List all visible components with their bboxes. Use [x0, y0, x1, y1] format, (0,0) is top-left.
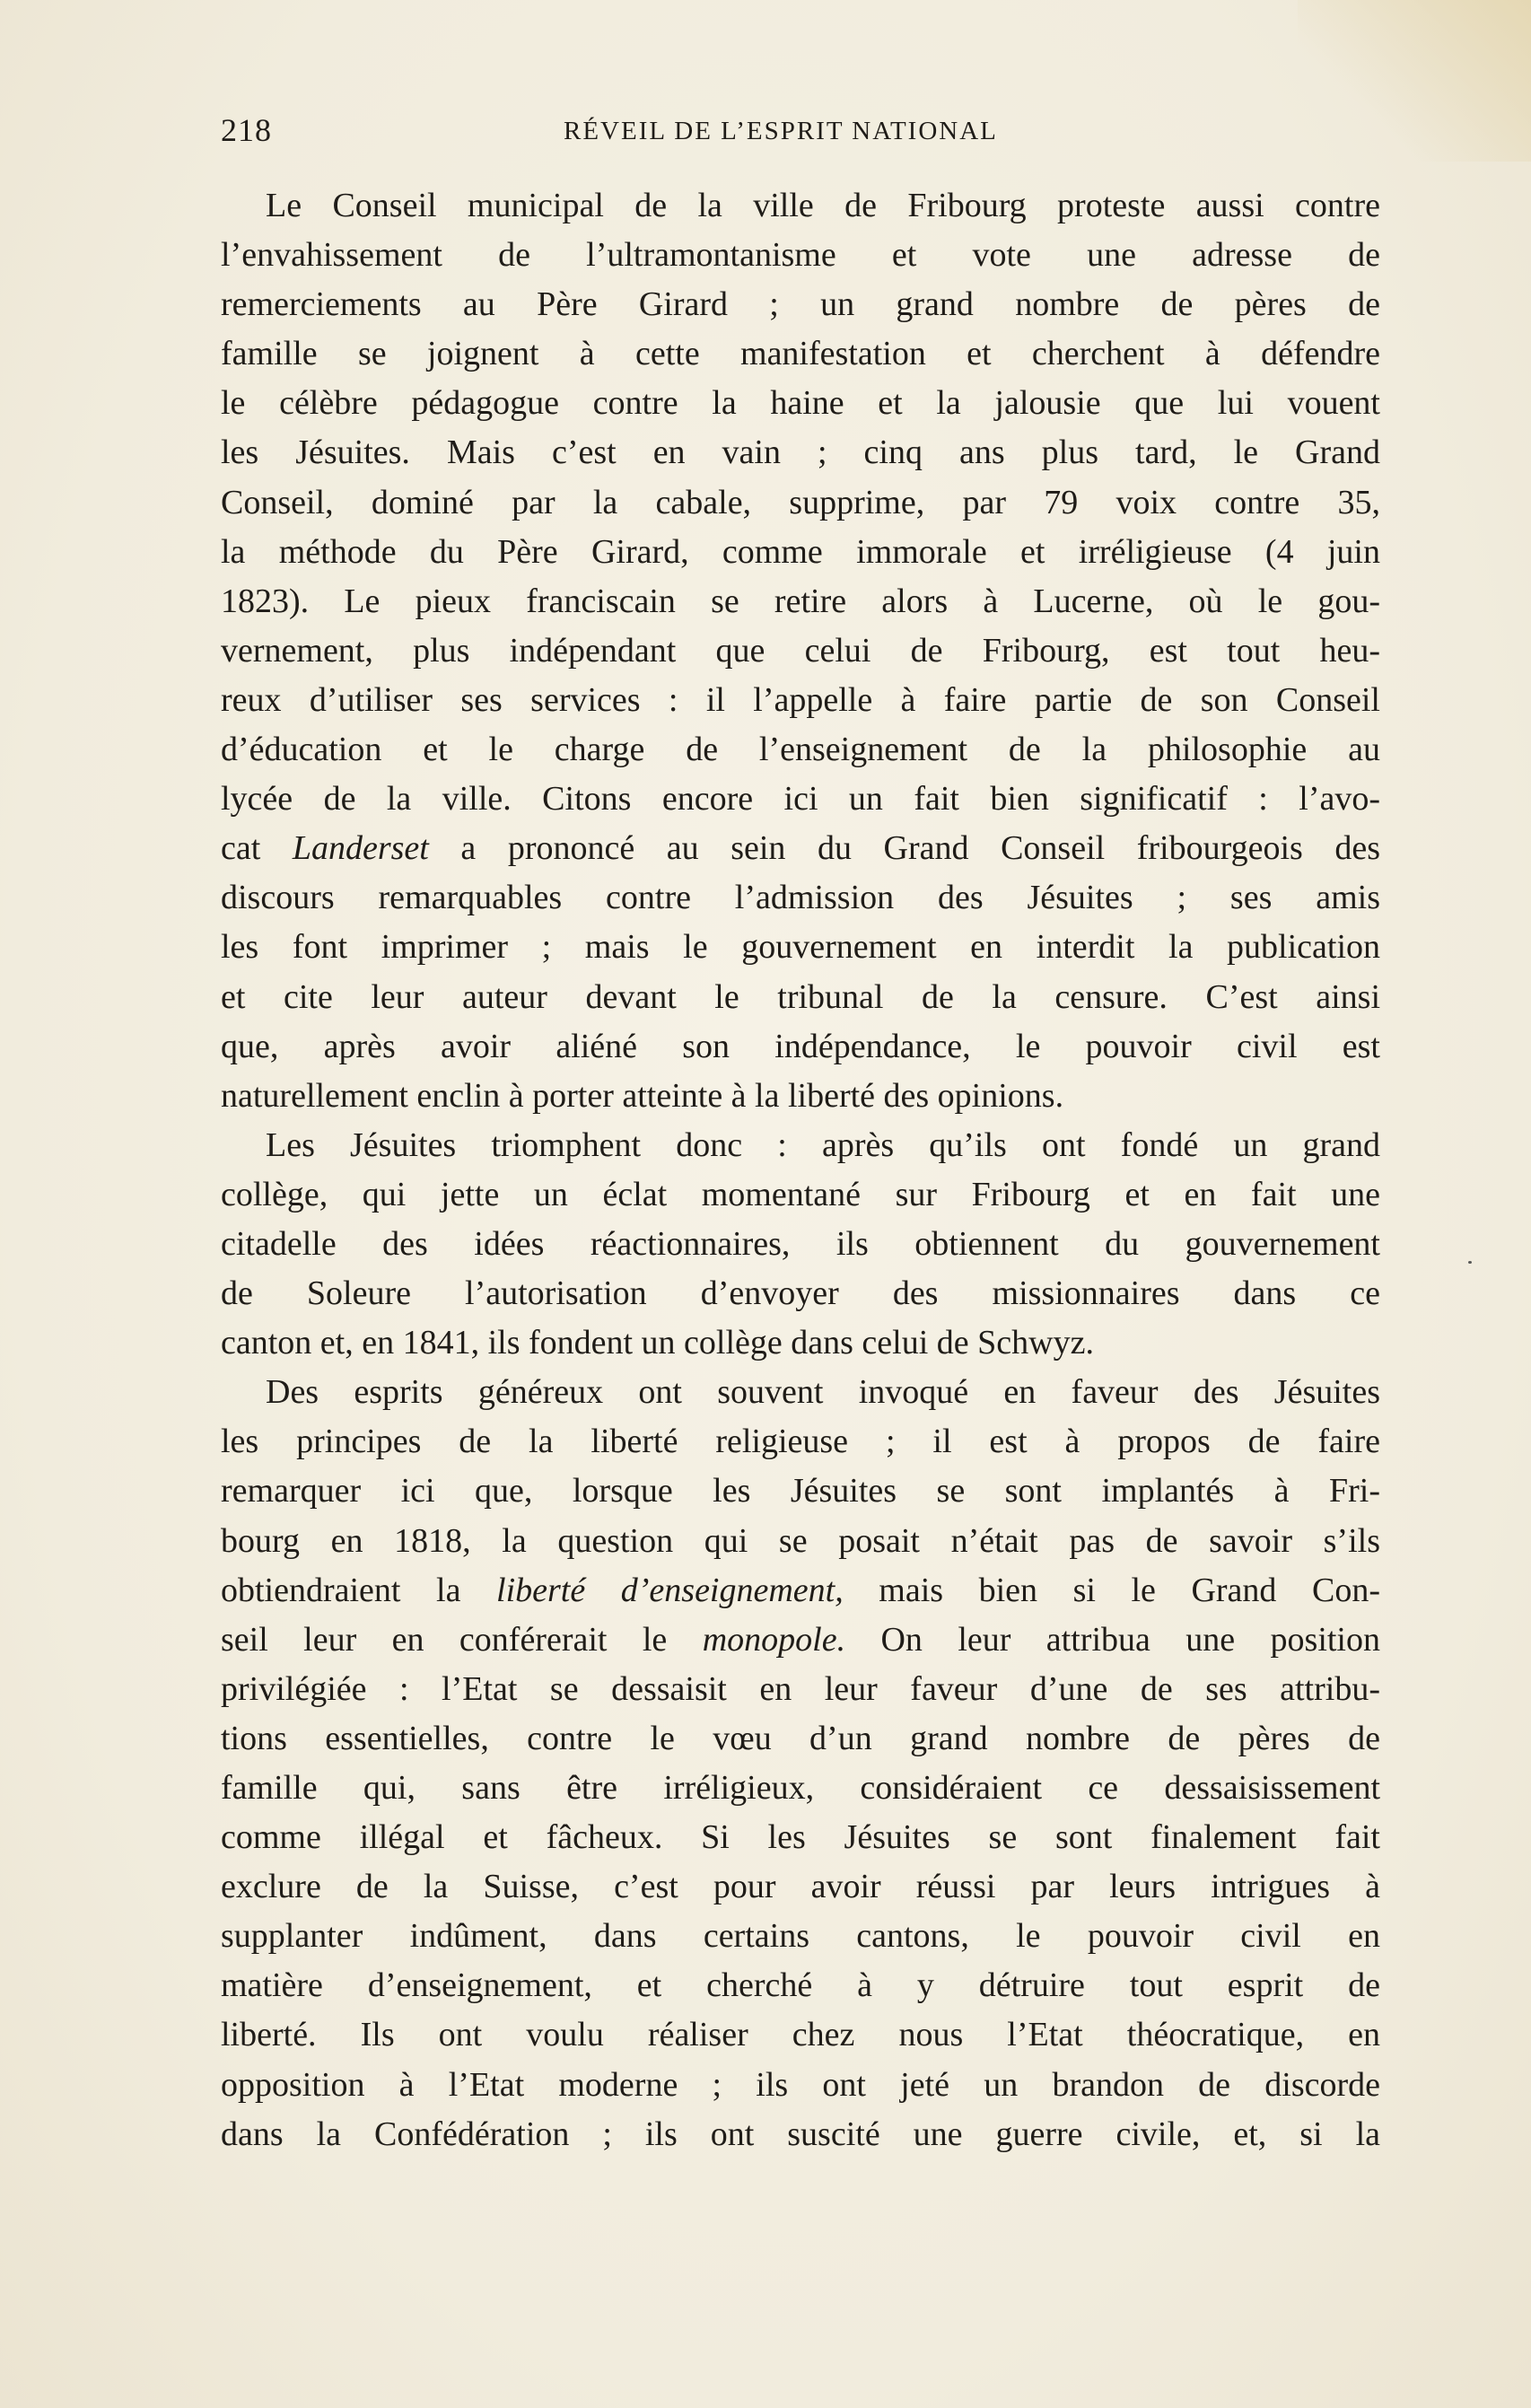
- text-segment: mais bien si le Grand Con-: [843, 1571, 1380, 1609]
- text-line: Des esprits généreux ont souvent invoqué en faveur des Jésuites: [266, 1373, 1380, 1412]
- running-title: RÉVEIL DE L’ESPRIT NATIONAL: [564, 117, 998, 145]
- text-line: reux d’utiliser ses services : il l’appelle à faire partie de son Conseil: [221, 680, 1380, 719]
- text-line: matière d’enseignement, et cherché à y détruire tout esprit de: [221, 1966, 1380, 2005]
- text-line: les Jésuites. Mais c’est en vain ; cinq ans plus tard, le Grand: [221, 433, 1380, 472]
- text-line: remerciements au Père Girard ; un grand nombre de pères de: [221, 285, 1380, 324]
- page-number: 218: [221, 112, 272, 148]
- text-line: le célèbre pédagogue contre la haine et la jalousie que lui vouent: [221, 384, 1380, 423]
- text-line: naturellement enclin à porter atteinte à la liberté des opinions.: [221, 1076, 1064, 1115]
- text-segment: On leur attribua une position: [845, 1620, 1380, 1659]
- page-header: [221, 111, 1387, 156]
- text-line: [221, 824, 1380, 873]
- text-line: que, après avoir aliéné son indépendance, le pouvoir civil est: [221, 1027, 1380, 1065]
- text-line: les font imprimer ; mais le gouvernement en interdit la publication: [221, 928, 1380, 967]
- text-segment: obtiendraient la: [221, 1571, 497, 1609]
- text-segment: a prononcé au sein du Grand Conseil fribourgeois des: [428, 829, 1380, 868]
- text-line: opposition à l’Etat moderne ; ils ont jeté un brandon de discorde: [221, 2065, 1380, 2104]
- text-line: tions essentielles, contre le vœu d’un grand nombre de pères de: [221, 1719, 1380, 1757]
- text-line: dans la Confédération ; ils ont suscité une guerre civile, et, si la: [221, 2115, 1380, 2153]
- text-line: la méthode du Père Girard, comme immorale et irréligieuse (4 juin: [221, 532, 1380, 571]
- text-line: 1823). Le pieux franciscain se retire alors à Lucerne, où le gou-: [221, 582, 1380, 620]
- text-line: Les Jésuites triomphent donc : après qu’ils ont fondé un grand: [266, 1125, 1380, 1164]
- text-line: liberté. Ils ont voulu réaliser chez nous l’Etat théocratique, en: [221, 2016, 1380, 2054]
- text-line: d’éducation et le charge de l’enseignement de la philosophie au: [221, 731, 1380, 769]
- italic-term: Landerset: [292, 829, 429, 868]
- text-line: canton et, en 1841, ils fondent un collège dans celui de Schwyz.: [221, 1324, 1094, 1362]
- text-line: discours remarquables contre l’admission des Jésuites ; ses amis: [221, 879, 1380, 917]
- text-line: Le Conseil municipal de la ville de Fribourg proteste aussi contre: [266, 187, 1380, 224]
- italic-term: liberté d’enseignement,: [496, 1571, 844, 1609]
- text-line: lycée de la ville. Citons encore ici un fait bien significatif : l’avo-: [221, 780, 1380, 819]
- text-segment: seil leur en conférerait le: [221, 1620, 703, 1659]
- body-text: [221, 181, 1380, 2159]
- text-line: et cite leur auteur devant le tribunal de la censure. C’est ainsi: [221, 977, 1380, 1016]
- text-segment: cat: [221, 829, 293, 868]
- text-line: de Soleure l’autorisation d’envoyer des missionnaires dans ce: [221, 1274, 1380, 1313]
- text-line: citadelle des idées réactionnaires, ils obtiennent du gouvernement: [221, 1224, 1380, 1263]
- text-line: vernement, plus indépendant que celui de Fribourg, est tout heu-: [221, 631, 1380, 670]
- text-line: [221, 1566, 1380, 1616]
- text-line: collège, qui jette un éclat momentané sur Fribourg et en fait une: [221, 1175, 1380, 1213]
- text-line: [221, 1616, 1380, 1665]
- text-line: famille se joignent à cette manifestation et cherchent à défendre: [221, 335, 1380, 373]
- text-line: les principes de la liberté religieuse ; il est à propos de faire: [221, 1423, 1380, 1461]
- print-speck: [1468, 1261, 1472, 1264]
- text-line: l’envahissement de l’ultramontanisme et vote une adresse de: [221, 236, 1380, 275]
- text-line: privilégiée : l’Etat se dessaisit en leur faveur d’une de ses attribu-: [221, 1669, 1380, 1708]
- text-line: Conseil, dominé par la cabale, supprime, par 79 voix contre 35,: [221, 483, 1380, 521]
- text-line: comme illégal et fâcheux. Si les Jésuites se sont finalement fait: [221, 1818, 1380, 1857]
- text-line: remarquer ici que, lorsque les Jésuites se sont implantés à Fri-: [221, 1472, 1380, 1510]
- text-line: exclure de la Suisse, c’est pour avoir réussi par leurs intrigues à: [221, 1868, 1380, 1906]
- italic-term: monopole.: [702, 1620, 846, 1659]
- text-line: bourg en 1818, la question qui se posait n’était pas de savoir s’ils: [221, 1521, 1380, 1560]
- text-line: famille qui, sans être irréligieux, considéraient ce dessaisissement: [221, 1769, 1380, 1807]
- text-line: supplanter indûment, dans certains cantons, le pouvoir civil en: [221, 1917, 1380, 1956]
